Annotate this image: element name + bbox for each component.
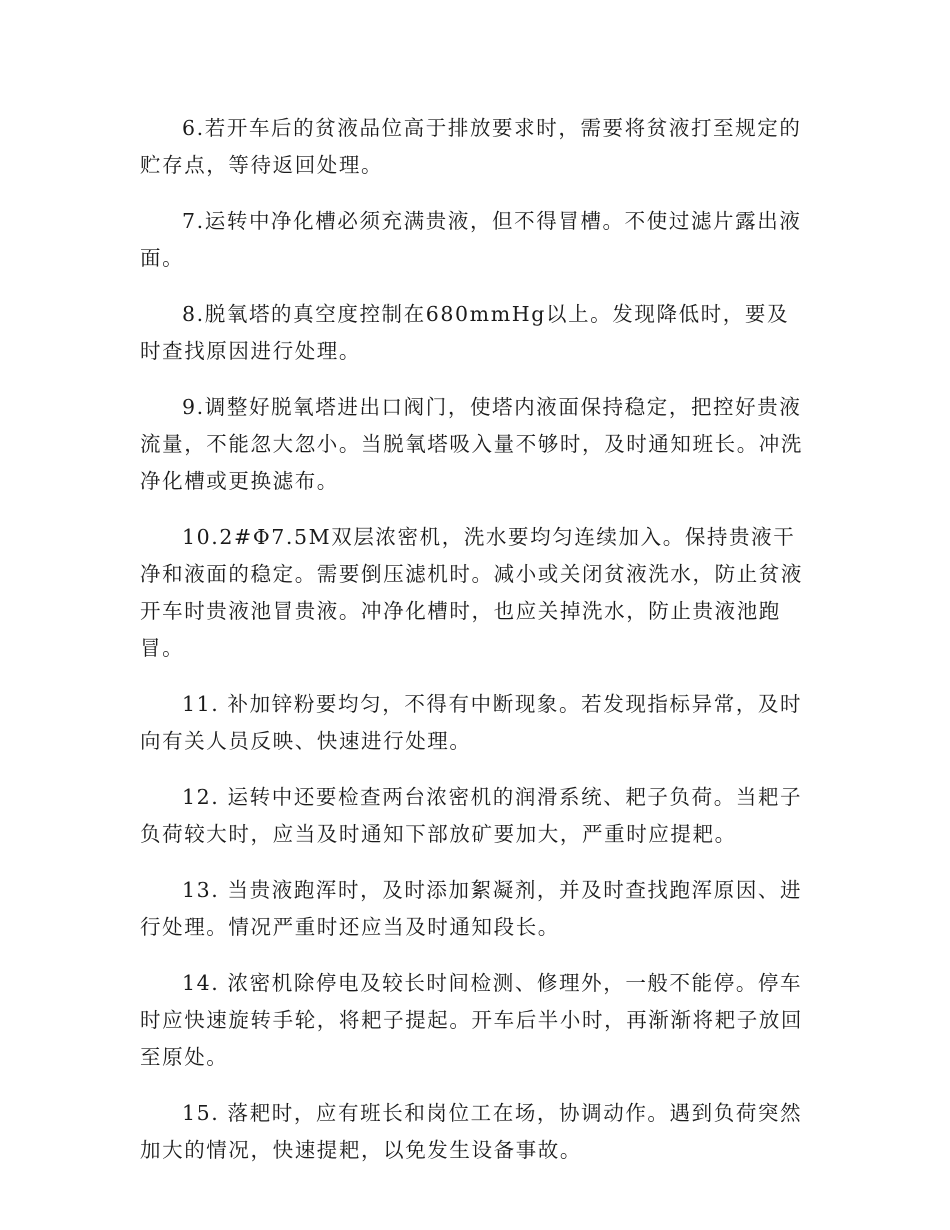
paragraph-item-14: 14. 浓密机除停电及较长时间检测、修理外，一般不能停。停车时应快速旋转手轮，将耙子提起。开车后半小时，再渐渐将耙子放回至原处。 [140,971,803,1069]
paragraph-item-15: 15. 落耙时，应有班长和岗位工在场，协调动作。遇到负荷突然加大的情况，快速提耙，以免发生设备事故。 [140,1101,803,1162]
paragraph-item-10: 10.2#Φ7.5M双层浓密机，洗水要均匀连续加入。保持贵液干净和液面的稳定。需要倒压滤机时。减小或关闭贫液洗水，防止贫液开车时贵液池冒贵液。冲净化槽时，也应关掉洗水，防止贵液池跑冒。 [140,525,803,660]
paragraph-item-11: 11. 补加锌粉要均匀，不得有中断现象。若发现指标异常，及时向有关人员反映、快速进行处理。 [140,692,803,753]
paragraph-item-6: 6.若开车后的贫液品位高于排放要求时，需要将贫液打至规定的贮存点，等待返回处理。 [140,116,802,177]
paragraph-item-9: 9.调整好脱氧塔进出口阀门，使塔内液面保持稳定，把控好贵液流量，不能忽大忽小。当脱氧塔吸入量不够时，及时通知班长。冲洗净化槽或更换滤布。 [140,395,803,493]
paragraph-item-8: 8.脱氧塔的真空度控制在680mmHg以上。发现降低时，要及时查找原因进行处理。 [140,302,790,363]
paragraph-item-12: 12. 运转中还要检查两台浓密机的润滑系统、耙子负荷。当耙子负荷较大时，应当及时通知下部放矿要加大，严重时应提耙。 [140,785,803,846]
document-body [140,110,806,1188]
paragraph-item-7: 7.运转中净化槽必须充满贵液，但不得冒槽。不使过滤片露出液面。 [140,209,802,270]
paragraph-item-13: 13. 当贵液跑浑时，及时添加絮凝剂，并及时查找跑浑原因、进行处理。情况严重时还应当及时通知段长。 [140,878,803,939]
